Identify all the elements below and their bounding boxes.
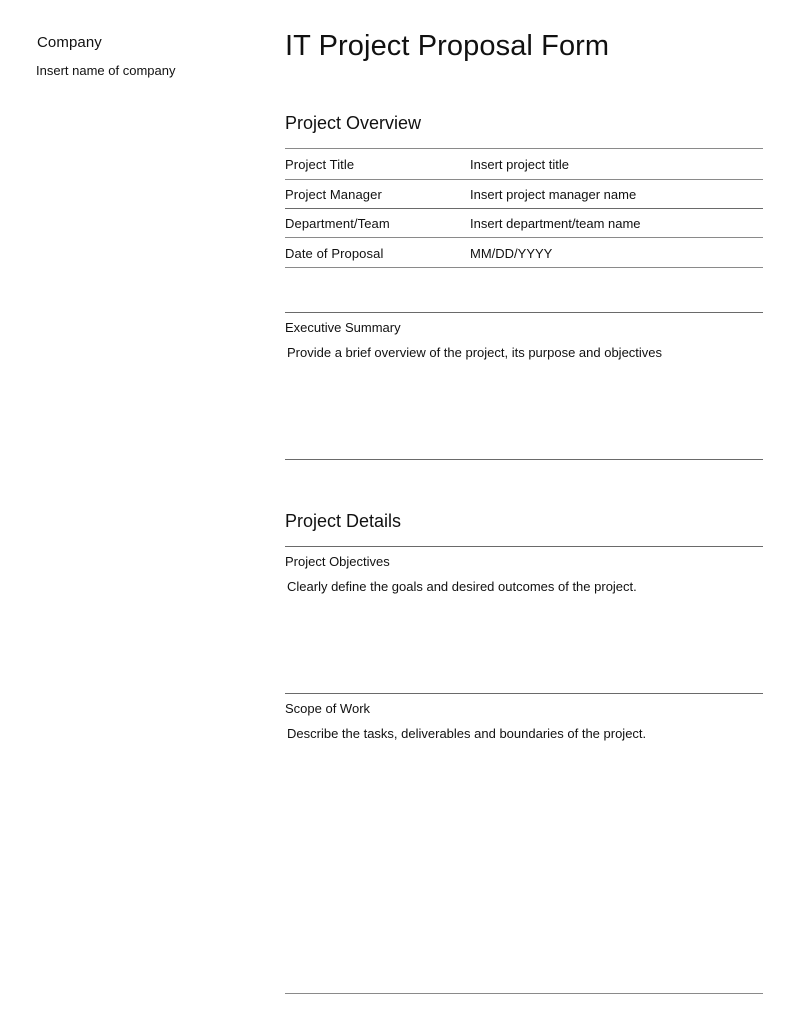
field-label: Project Manager (285, 186, 382, 202)
overview-row-department-team (285, 208, 763, 238)
department-team-field[interactable]: Insert department/team name (470, 215, 641, 231)
divider (285, 267, 763, 268)
company-label: Company (37, 34, 102, 51)
field-label: Project Title (285, 156, 355, 172)
company-name-field[interactable]: Insert name of company (36, 63, 176, 78)
scope-of-work-field[interactable]: Describe the tasks, deliverables and boundaries of the project. (287, 726, 647, 741)
divider (285, 312, 763, 313)
overview-row-project-manager (285, 179, 763, 209)
overview-row-project-title (285, 149, 763, 179)
overview-row-date-of-proposal (285, 238, 763, 268)
executive-summary-title: Executive Summary (285, 320, 401, 335)
divider (285, 459, 763, 460)
date-of-proposal-field[interactable]: MM/DD/YYYY (470, 245, 553, 261)
company-info (36, 34, 256, 78)
field-label: Department/Team (285, 215, 390, 231)
page-title: IT Project Proposal Form (285, 30, 610, 62)
project-overview-heading: Project Overview (285, 113, 422, 133)
field-label: Date of Proposal (285, 245, 384, 261)
executive-summary-field[interactable]: Provide a brief overview of the project, its purpose and objectives (287, 345, 663, 360)
divider (285, 546, 763, 547)
project-details-heading: Project Details (285, 511, 402, 531)
project-objectives-title: Project Objectives (285, 554, 390, 569)
project-title-field[interactable]: Insert project title (470, 156, 569, 172)
divider (285, 693, 763, 694)
project-manager-field[interactable]: Insert project manager name (470, 186, 637, 202)
project-objectives-field[interactable]: Clearly define the goals and desired outcomes of the project. (287, 579, 637, 594)
divider (285, 993, 763, 994)
scope-of-work-title: Scope of Work (285, 701, 371, 716)
